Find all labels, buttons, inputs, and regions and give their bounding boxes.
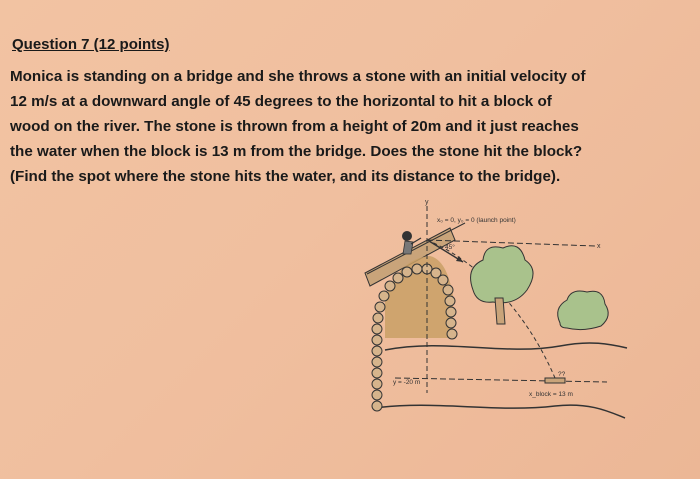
x-axis-letter: x bbox=[597, 243, 601, 250]
block-distance-label: x_block = 13 m bbox=[529, 391, 573, 398]
question-line-4: the water when the block is 13 m from the bridge. Does the stone hit the block? bbox=[10, 143, 583, 160]
y-axis-letter: y bbox=[425, 199, 429, 206]
tree-icon bbox=[471, 246, 533, 324]
launch-label: x₀ = 0, y₀ = 0 (launch point) bbox=[437, 217, 516, 224]
angle-label: 45° bbox=[445, 244, 455, 251]
depth-label: y = -20 m bbox=[393, 379, 421, 386]
question-title: Question 7 (12 points) bbox=[12, 36, 170, 53]
question-line-1: Monica is standing on a bridge and she throws a stone with an initial velocity of bbox=[10, 68, 586, 85]
riverbed-line bbox=[375, 405, 625, 418]
depth-line bbox=[395, 378, 607, 382]
question-line-5: (Find the spot where the stone hits the water, and its distance to the bridge). bbox=[10, 168, 561, 185]
question-line-2: 12 m/s at a downward angle of 45 degrees to the horizontal to hit a block of bbox=[10, 93, 552, 110]
riverbank-line bbox=[385, 343, 627, 350]
question-body bbox=[10, 64, 670, 189]
question-line-3: wood on the river. The stone is thrown from a height of 20m and it just reaches bbox=[10, 118, 579, 135]
bush-icon bbox=[558, 291, 609, 330]
unknown-label: ?? bbox=[558, 371, 566, 378]
wood-block-icon bbox=[545, 378, 565, 383]
projectile-diagram bbox=[355, 198, 630, 438]
